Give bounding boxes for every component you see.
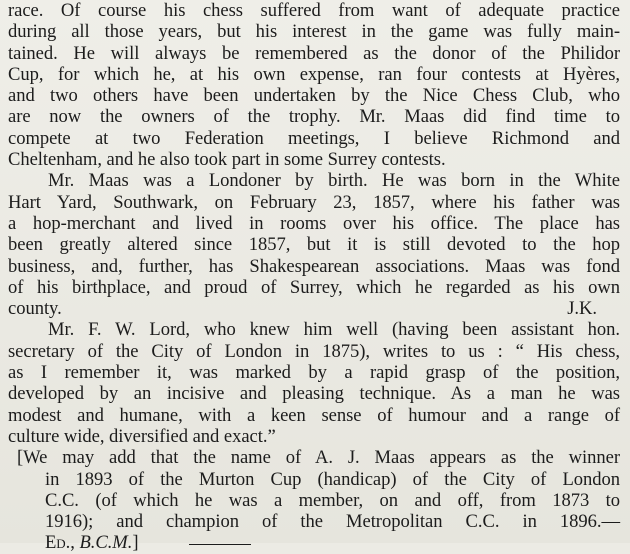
editor-note-line: in 1893 of the Murton Cup (handicap) of the City of London: [45, 468, 620, 490]
paragraph-3-line: culture wide, diversified and exact.”: [8, 425, 276, 447]
editor-note-line: 1916); and champion of the Metropolitan C.C. in 1896.—: [45, 511, 620, 533]
paragraph-3-line: developed by an incisive and pleasing technique. As a man he was: [8, 383, 620, 405]
paragraph-1-line: and two others have been undertaken by the Nice Chess Club, who: [8, 85, 620, 107]
paragraph-1-line: compete at two Federation meetings, I believe Richmond and: [8, 127, 620, 149]
paragraph-2-last-words: county.: [8, 298, 62, 320]
paragraph-2-line: business, and, further, has Shakespearean associations. Maas was fond: [8, 255, 620, 277]
editor-note-line: C.C. (of which he was a member, on and off, from 1873 to: [45, 489, 620, 511]
editor-abbreviation: Ed.,: [45, 532, 75, 554]
paragraph-3-line: modest and humane, with a keen sense of humour and a range of: [8, 404, 620, 426]
paragraph-2-closing-line: [8, 298, 620, 319]
paragraph-1-line: Cheltenham, and he also took part in some Surrey contests.: [8, 149, 446, 171]
paragraph-2-line: of his birthplace, and proud of Surrey, which he regarded as his own: [8, 276, 620, 298]
magazine-abbreviation: B.C.M.: [79, 532, 133, 554]
editor-note-final-line: [8, 532, 620, 553]
paragraph-1-line: tained. He will always be remembered as the donor of the Philidor: [8, 42, 620, 64]
article-body: [8, 0, 620, 554]
closing-bracket: ]: [132, 532, 139, 554]
author-signature: J.K.: [567, 298, 597, 320]
paragraph-3-line: Mr. F. W. Lord, who knew him well (having been assistant hon.: [48, 319, 620, 341]
editor-note-line: [We may add that the name of A. J. Maas appears as the winner: [17, 447, 620, 469]
paragraph-3-line: secretary of the City of London in 1875), writes to us : “ His chess,: [8, 340, 620, 362]
paragraph-2-line: Hart Yard, Southwark, on February 23, 1857, where his father was: [8, 191, 620, 213]
paragraph-1-line: are now the owners of the trophy. Mr. Maas did find time to: [8, 106, 620, 128]
paragraph-1-line: race. Of course his chess suffered from want of adequate practice: [8, 0, 620, 21]
paragraph-1-line: during all those years, but his interest in the game was fully main-: [8, 21, 620, 43]
paragraph-3-line: as I remember it, was marked by a rapid grasp of the position,: [8, 362, 620, 384]
paragraph-2-line: Mr. Maas was a Londoner by birth. He was born in the White: [48, 170, 620, 192]
paragraph-1-line: Cup, for which he, at his own expense, ran four contests at Hyères,: [8, 63, 620, 85]
paragraph-2-line: a hop-merchant and lived in rooms over his office. The place has: [8, 212, 620, 234]
section-end-rule: [189, 544, 251, 545]
paragraph-2-line: been greatly altered since 1857, but it is still devoted to the hop: [8, 234, 620, 256]
